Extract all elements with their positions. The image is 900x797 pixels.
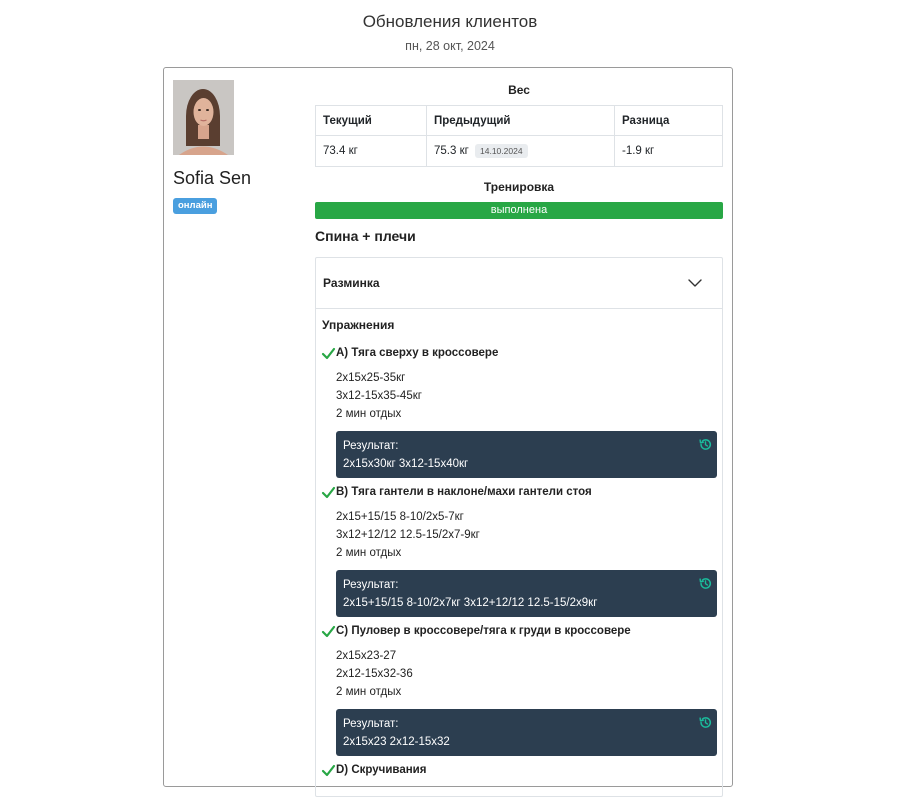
result-label: Результат: [343, 440, 399, 452]
history-icon[interactable] [699, 438, 712, 451]
exercise-title: A) Тяга сверху в кроссовере [336, 347, 499, 359]
exercise-prescription [322, 508, 716, 562]
exercise-title-row [322, 764, 716, 776]
history-icon[interactable] [699, 577, 712, 590]
previous-date-badge: 14.10.2024 [475, 144, 528, 158]
exercises-body [316, 309, 722, 776]
exercise-prescription [322, 647, 716, 701]
avatar[interactable] [173, 80, 234, 155]
col-difference: Разница [615, 106, 723, 136]
weight-table-header [316, 106, 723, 136]
checkmark-icon [322, 487, 335, 498]
exercise-title: D) Скручивания [336, 764, 427, 776]
client-update-card [163, 67, 733, 787]
exercise-item [322, 625, 716, 756]
history-icon[interactable] [699, 716, 712, 729]
exercise-title: B) Тяга гантели в наклоне/махи гантели стоя [336, 486, 592, 498]
exercise-prescription [322, 369, 716, 423]
warmup-accordion-header[interactable] [316, 258, 722, 309]
result-box [336, 709, 717, 756]
warmup-label: Разминка [323, 276, 380, 290]
col-previous: Предыдущий [427, 106, 615, 136]
weight-table-row [316, 136, 723, 167]
exercise-line: 2 мин отдых [336, 408, 402, 420]
exercise-title-row [322, 625, 716, 637]
exercise-line: 2x15x25-35кг [336, 372, 406, 384]
status-badge: онлайн [173, 198, 217, 214]
weight-previous-cell [427, 136, 615, 167]
exercise-line: 2x12-15x32-36 [336, 668, 413, 680]
result-box [336, 431, 717, 478]
exercise-line: 3x12-15x35-45кг [336, 390, 422, 402]
exercise-line: 2 мин отдых [336, 547, 402, 559]
weight-heading: Вес [508, 83, 530, 97]
exercise-line: 2x15+15/15 8-10/2x5-7кг [336, 511, 464, 523]
exercise-title: C) Пуловер в кроссовере/тяга к груди в кроссовере [336, 625, 631, 637]
result-value: 2x15+15/15 8-10/2x7кг 3x12+12/12 12.5-15/2x9кг [343, 597, 598, 609]
workout-title: Спина + плечи [315, 228, 416, 244]
exercise-item [322, 486, 716, 617]
exercise-item [322, 347, 716, 478]
weight-table [315, 105, 723, 167]
page-title: Обновления клиентов [362, 12, 538, 31]
checkmark-icon [322, 348, 335, 359]
exercise-title-row [322, 486, 716, 498]
result-label: Результат: [343, 579, 399, 591]
exercise-title-row [322, 347, 716, 359]
result-value: 2x15x23 2x12-15x32 [343, 736, 450, 748]
page-date: пн, 28 окт, 2024 [405, 39, 495, 53]
col-current: Текущий [316, 106, 427, 136]
exercises-heading: Упражнения [322, 318, 395, 332]
chevron-down-icon[interactable] [686, 274, 704, 292]
exercise-line: 3x12+12/12 12.5-15/2x7-9кг [336, 529, 480, 541]
workout-accordion [315, 257, 723, 797]
result-label: Результат: [343, 718, 399, 730]
weight-previous: 75.3 кг [434, 145, 469, 157]
client-name: Sofia Sen [173, 168, 252, 188]
weight-difference: -1.9 кг [615, 136, 723, 167]
result-value: 2x15x30кг 3x12-15x40кг [343, 458, 469, 470]
checkmark-icon [322, 626, 335, 637]
training-status-bar: выполнена [315, 202, 723, 219]
exercise-line: 2 мин отдых [336, 686, 402, 698]
result-box [336, 570, 717, 617]
exercise-item [322, 764, 716, 776]
checkmark-icon [322, 765, 335, 776]
weight-current: 73.4 кг [316, 136, 427, 167]
training-heading: Тренировка [483, 180, 555, 194]
exercise-line: 2x15x23-27 [336, 650, 397, 662]
